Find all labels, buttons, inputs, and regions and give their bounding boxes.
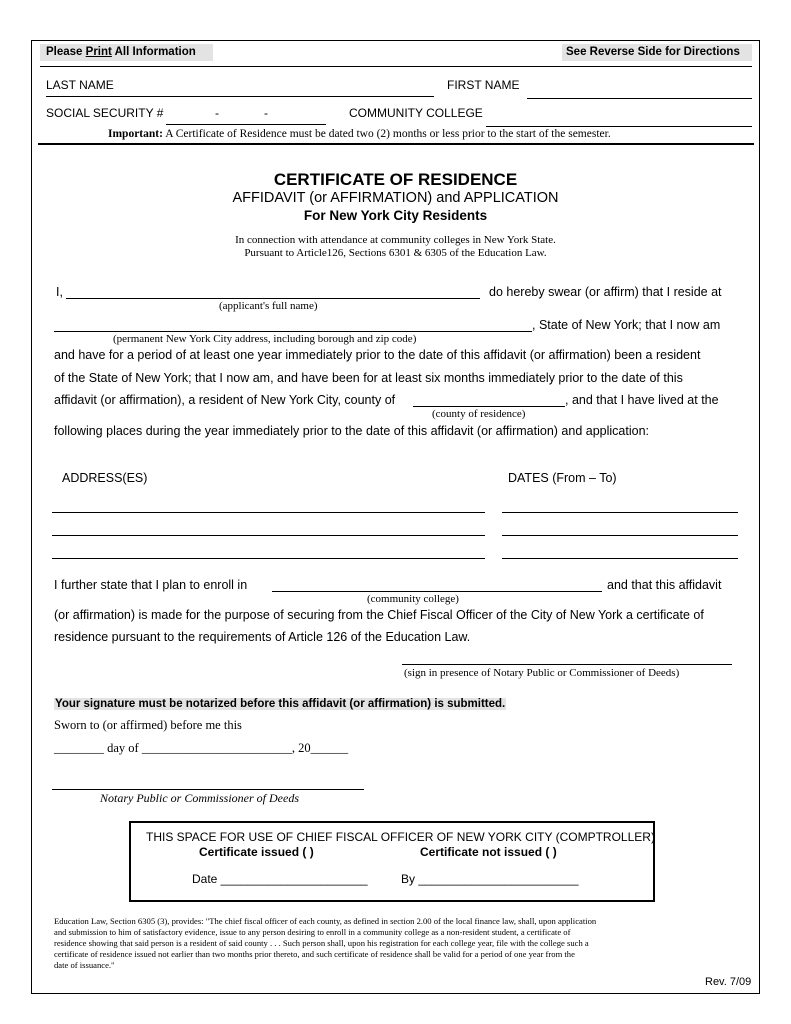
official-date-field[interactable]: Date ______________________ [192, 872, 368, 886]
day-line[interactable]: ________ day of ________________________, 20______ [54, 741, 349, 755]
intro-line-2: Pursuant to Article126, Sections 6301 & 6305 of the Education Law. [244, 247, 547, 259]
page-subtitle: AFFIDAVIT (or AFFIRMATION) and APPLICATION [232, 190, 559, 206]
dates-header: DATES (From – To) [508, 471, 617, 485]
signature-field[interactable] [402, 664, 732, 665]
important-rule [38, 143, 754, 145]
enroll-text-b: and that this affidavit [607, 578, 722, 592]
county-caption: (county of residence) [432, 408, 526, 420]
notary-caption: Notary Public or Commissioner of Deeds [100, 791, 299, 805]
addresses-header: ADDRESS(ES) [62, 471, 148, 485]
applicant-name-field[interactable] [66, 298, 480, 299]
enroll-line-2: (or affirmation) is made for the purpose of securing from the Chief Fiscal Officer of the City of New York a certificate of [54, 608, 704, 622]
footnote-line-1: Education Law, Section 6305 (3), provides: "The chief fiscal officer of each county, as defined in section 2.00 of the local finance law, shall, upon application [54, 916, 597, 926]
i-label: I, [56, 285, 63, 299]
first-name-label: FIRST NAME [447, 78, 520, 92]
ssn-field[interactable] [166, 124, 326, 125]
certificate-not-issued[interactable]: Certificate not issued ( ) [420, 845, 557, 859]
dates-row-1[interactable] [502, 512, 738, 513]
official-heading: THIS SPACE FOR USE OF CHIEF FISCAL OFFICER OF NEW YORK CITY (COMPTROLLER) [146, 830, 655, 844]
state-text: , State of New York; that I now am [532, 318, 721, 332]
sworn-line: Sworn to (or affirmed) before me this [54, 718, 242, 732]
enroll-text-a: I further state that I plan to enroll in [54, 578, 248, 592]
intro-line-1: In connection with attendance at community colleges in New York State. [235, 234, 556, 246]
address-row-1[interactable] [52, 512, 485, 513]
body-line-5a: affidavit (or affirmation), a resident of New York City, county of [54, 393, 396, 407]
address-field[interactable] [54, 331, 532, 332]
college-label: COMMUNITY COLLEGE [349, 106, 483, 120]
ssn-label: SOCIAL SECURITY # [46, 106, 164, 120]
swear-text: do hereby swear (or affirm) that I reside at [489, 285, 722, 299]
college-caption: (community college) [367, 593, 459, 605]
body-line-5b: , and that I have lived at the [565, 393, 719, 407]
page-title: CERTIFICATE OF RESIDENCE [273, 170, 518, 189]
last-name-label: LAST NAME [46, 78, 114, 92]
footnote-line-2: and submission to him of satisfactory evidence, issue to any person desiring to enroll in a community college as a non-resident student, a certificate of [54, 927, 571, 937]
body-line-6: following places during the year immediately prior to the date of this affidavit (or affirmation) and application: [54, 424, 649, 438]
first-name-field[interactable] [527, 98, 752, 99]
print-word: Print [85, 46, 112, 58]
print-instruction: Please Print All Information [46, 46, 196, 58]
header-rule [40, 66, 752, 67]
address-caption: (permanent New York City address, including borough and zip code) [113, 333, 417, 345]
enroll-line-3: residence pursuant to the requirements of Article 126 of the Education Law. [54, 630, 471, 644]
body-line-4: of the State of New York; that I now am, and have been for at least six months immediately prior to the date of this [54, 371, 683, 385]
important-note: Important: A Certificate of Residence must be dated two (2) months or less prior to the start of the semester. [108, 128, 611, 140]
address-row-3[interactable] [52, 558, 485, 559]
ssn-dash-2: - [264, 106, 268, 120]
ssn-dash-1: - [215, 106, 219, 120]
footnote-line-4: certificate of residence issued not earlier than two months prior thereto, and such certificate of residence shall be valid for a period of one year from the [54, 949, 575, 959]
last-name-field[interactable] [46, 96, 434, 97]
page-subtitle-2: For New York City Residents [303, 208, 488, 223]
college-field[interactable] [486, 126, 752, 127]
address-row-2[interactable] [52, 535, 485, 536]
dates-row-3[interactable] [502, 558, 738, 559]
official-by-field[interactable]: By ________________________ [401, 872, 579, 886]
revision-label: Rev. 7/09 [705, 976, 752, 988]
body-line-3: and have for a period of at least one year immediately prior to the date of this affidavit (or affirmation) been a resident [54, 348, 701, 362]
signature-caption: (sign in presence of Notary Public or Commissioner of Deeds) [404, 667, 680, 679]
notary-signature-field[interactable] [52, 789, 364, 790]
reverse-note: See Reverse Side for Directions [566, 46, 740, 58]
dates-row-2[interactable] [502, 535, 738, 536]
footnote-line-3: residence showing that said person is a resident of said county . . . Such person shall, upon his registration for each college year, file with the college such a [54, 938, 589, 948]
county-field[interactable] [413, 406, 565, 407]
footnote-line-5: date of issuance." [54, 960, 115, 970]
enroll-college-field[interactable] [272, 591, 602, 592]
name-caption: (applicant's full name) [219, 300, 318, 312]
notarize-warning: Your signature must be notarized before this affidavit (or affirmation) is submitted. [55, 698, 506, 710]
certificate-issued[interactable]: Certificate issued ( ) [199, 845, 314, 859]
